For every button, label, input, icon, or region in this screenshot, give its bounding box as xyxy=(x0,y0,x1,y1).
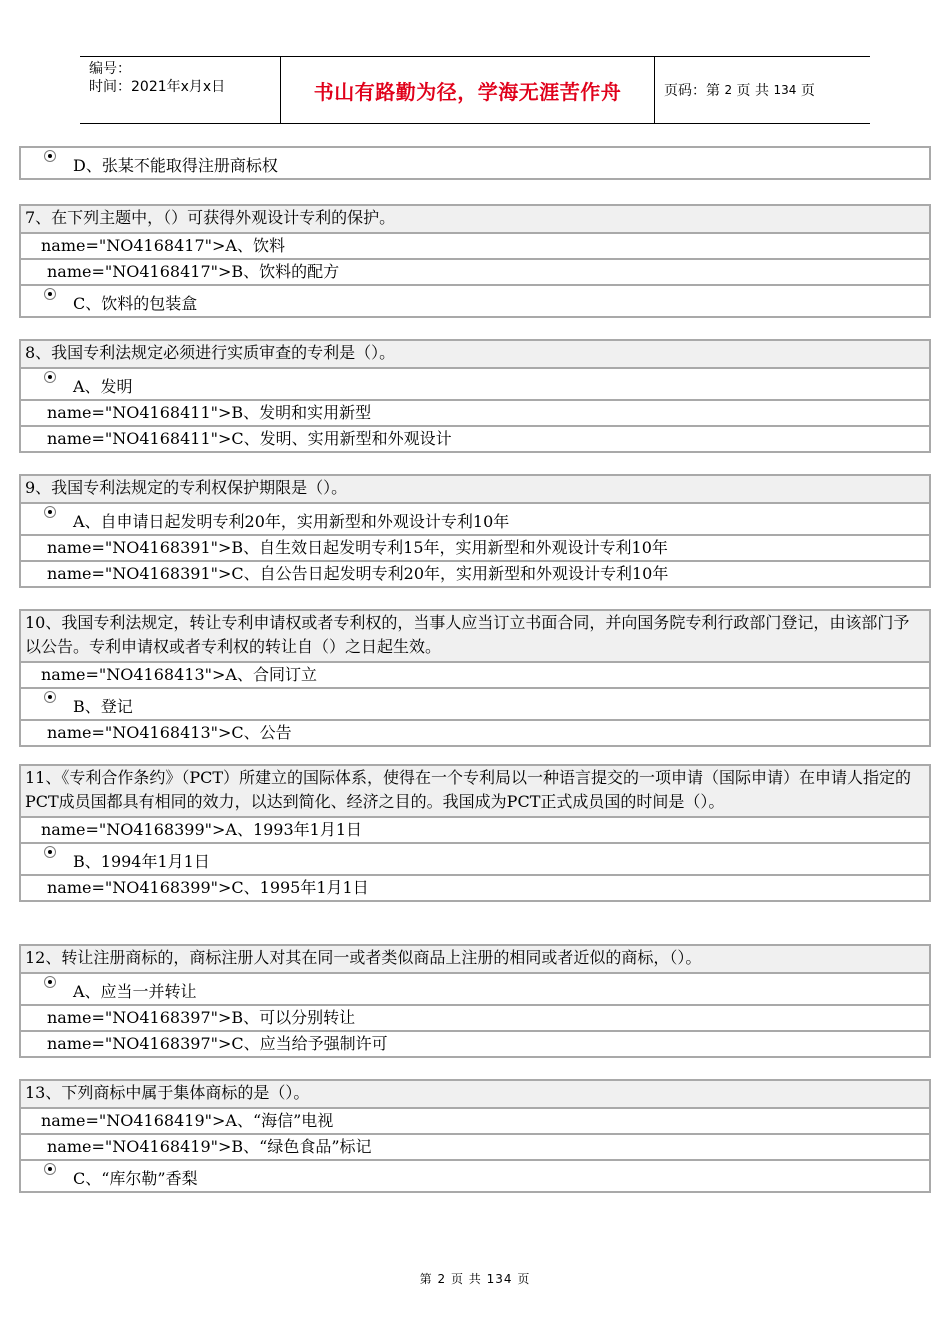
answer-option[interactable] xyxy=(21,844,929,876)
option-label: name="NO4168411">B、发明和实用新型 xyxy=(47,403,372,422)
question-block xyxy=(19,609,931,747)
option-label: A、自申请日起发明专利20年，实用新型和外观设计专利10年 xyxy=(73,512,510,531)
footer-page-number: 2 xyxy=(437,1272,447,1286)
answer-option[interactable] xyxy=(21,148,929,178)
question-text: 8、我国专利法规定必须进行实质审查的专利是（）。 xyxy=(21,341,929,369)
answer-option[interactable] xyxy=(21,1135,929,1161)
option-label: name="NO4168417">B、饮料的配方 xyxy=(47,262,340,281)
option-label: name="NO4168419">B、“绿色食品”标记 xyxy=(47,1137,372,1156)
answer-option[interactable] xyxy=(21,401,929,427)
option-label: name="NO4168413">C、公告 xyxy=(47,723,292,742)
option-label: B、1994年1月1日 xyxy=(73,852,210,871)
question-block xyxy=(19,944,931,1058)
radio-selected-icon[interactable] xyxy=(44,371,56,383)
answer-option[interactable] xyxy=(21,562,929,586)
answer-option[interactable] xyxy=(21,721,929,745)
option-label: name="NO4168397">C、应当给予强制许可 xyxy=(47,1034,388,1053)
answer-option[interactable] xyxy=(21,663,929,689)
answer-option[interactable] xyxy=(21,1032,929,1056)
page-total: 134 xyxy=(773,83,797,97)
answer-option[interactable] xyxy=(21,536,929,562)
option-label: name="NO4168397">B、可以分别转让 xyxy=(47,1008,356,1027)
option-label: name="NO4168417">A、饮料 xyxy=(41,236,285,255)
option-label: name="NO4168411">C、发明、实用新型和外观设计 xyxy=(47,429,452,448)
footer-prefix: 第 xyxy=(419,1272,433,1286)
answer-option[interactable] xyxy=(21,369,929,401)
option-label: name="NO4168391">C、自公告日起发明专利20年，实用新型和外观设计专利10年 xyxy=(47,564,669,583)
question-block xyxy=(19,204,931,318)
radio-selected-icon[interactable] xyxy=(44,691,56,703)
answer-option[interactable] xyxy=(21,1006,929,1032)
answer-option[interactable] xyxy=(21,427,929,451)
page-prefix: 页码：第 xyxy=(664,83,720,99)
answer-option[interactable] xyxy=(21,876,929,900)
answer-option[interactable] xyxy=(21,974,929,1006)
question-text: 11、《专利合作条约》（PCT）所建立的国际体系，使得在一个专利局以一种语言提交的一项申请（国际申请）在申请人指定的PCT成员国都具有相同的效力，以达到简化、经济之目的。我国成为PCT正式成员国的时间是（）。 xyxy=(21,766,929,818)
question-block xyxy=(19,474,931,588)
serial-label: 编号： xyxy=(89,61,131,77)
header-motto: 书山有路勤为径，学海无涯苦作舟 xyxy=(281,57,655,123)
question-text: 13、下列商标中属于集体商标的是（）。 xyxy=(21,1081,929,1109)
footer-total: 134 xyxy=(486,1272,513,1286)
radio-selected-icon[interactable] xyxy=(44,846,56,858)
answer-option[interactable] xyxy=(21,1109,929,1135)
question-text: 10、我国专利法规定，转让专利申请权或者专利权的，当事人应当订立书面合同，并向国务院专利行政部门登记，由该部门予以公告。专利申请权或者专利权的转让自（）之日起生效。 xyxy=(21,611,929,663)
radio-selected-icon[interactable] xyxy=(44,288,56,300)
answer-option[interactable] xyxy=(21,1161,929,1191)
page-header xyxy=(80,56,870,124)
option-label: name="NO4168391">B、自生效日起发明专利15年，实用新型和外观设计专利10年 xyxy=(47,538,668,557)
page-suffix: 页 xyxy=(800,83,815,99)
answer-option[interactable] xyxy=(21,689,929,721)
option-label: C、“库尔勒”香梨 xyxy=(73,1169,198,1188)
option-label: B、登记 xyxy=(73,697,133,716)
page-number: 2 xyxy=(724,83,733,97)
question-block xyxy=(19,764,931,902)
answer-option[interactable] xyxy=(21,286,929,316)
header-page-info xyxy=(655,57,870,123)
option-label: name="NO4168419">A、“海信”电视 xyxy=(41,1111,334,1130)
option-label: name="NO4168399">A、1993年1月1日 xyxy=(41,820,363,839)
header-meta xyxy=(80,57,281,123)
page-mid: 页 共 xyxy=(736,83,769,99)
page-footer xyxy=(0,1270,950,1287)
radio-selected-icon[interactable] xyxy=(44,150,56,162)
question-block xyxy=(19,1079,931,1193)
footer-suffix: 页 xyxy=(517,1272,531,1286)
option-label: C、饮料的包装盒 xyxy=(73,294,198,313)
question-text: 7、在下列主题中，（）可获得外观设计专利的保护。 xyxy=(21,206,929,234)
time-label: 时间：2021年x月x日 xyxy=(89,79,226,95)
question-text: 9、我国专利法规定的专利权保护期限是（）。 xyxy=(21,476,929,504)
option-label: A、应当一并转让 xyxy=(73,982,197,1001)
option-label: A、发明 xyxy=(73,377,133,396)
radio-selected-icon[interactable] xyxy=(44,506,56,518)
option-label: D、张某不能取得注册商标权 xyxy=(73,156,278,175)
answer-option[interactable] xyxy=(21,260,929,286)
answer-option[interactable] xyxy=(21,234,929,260)
question-block xyxy=(19,339,931,453)
option-label: name="NO4168413">A、合同订立 xyxy=(41,665,317,684)
answer-option[interactable] xyxy=(21,818,929,844)
radio-selected-icon[interactable] xyxy=(44,976,56,988)
option-label: name="NO4168399">C、1995年1月1日 xyxy=(47,878,369,897)
question-text: 12、转让注册商标的，商标注册人对其在同一或者类似商品上注册的相同或者近似的商标，（）。 xyxy=(21,946,929,974)
radio-selected-icon[interactable] xyxy=(44,1163,56,1175)
footer-mid: 页 共 xyxy=(450,1272,482,1286)
answer-option[interactable] xyxy=(21,504,929,536)
question-block xyxy=(19,146,931,180)
